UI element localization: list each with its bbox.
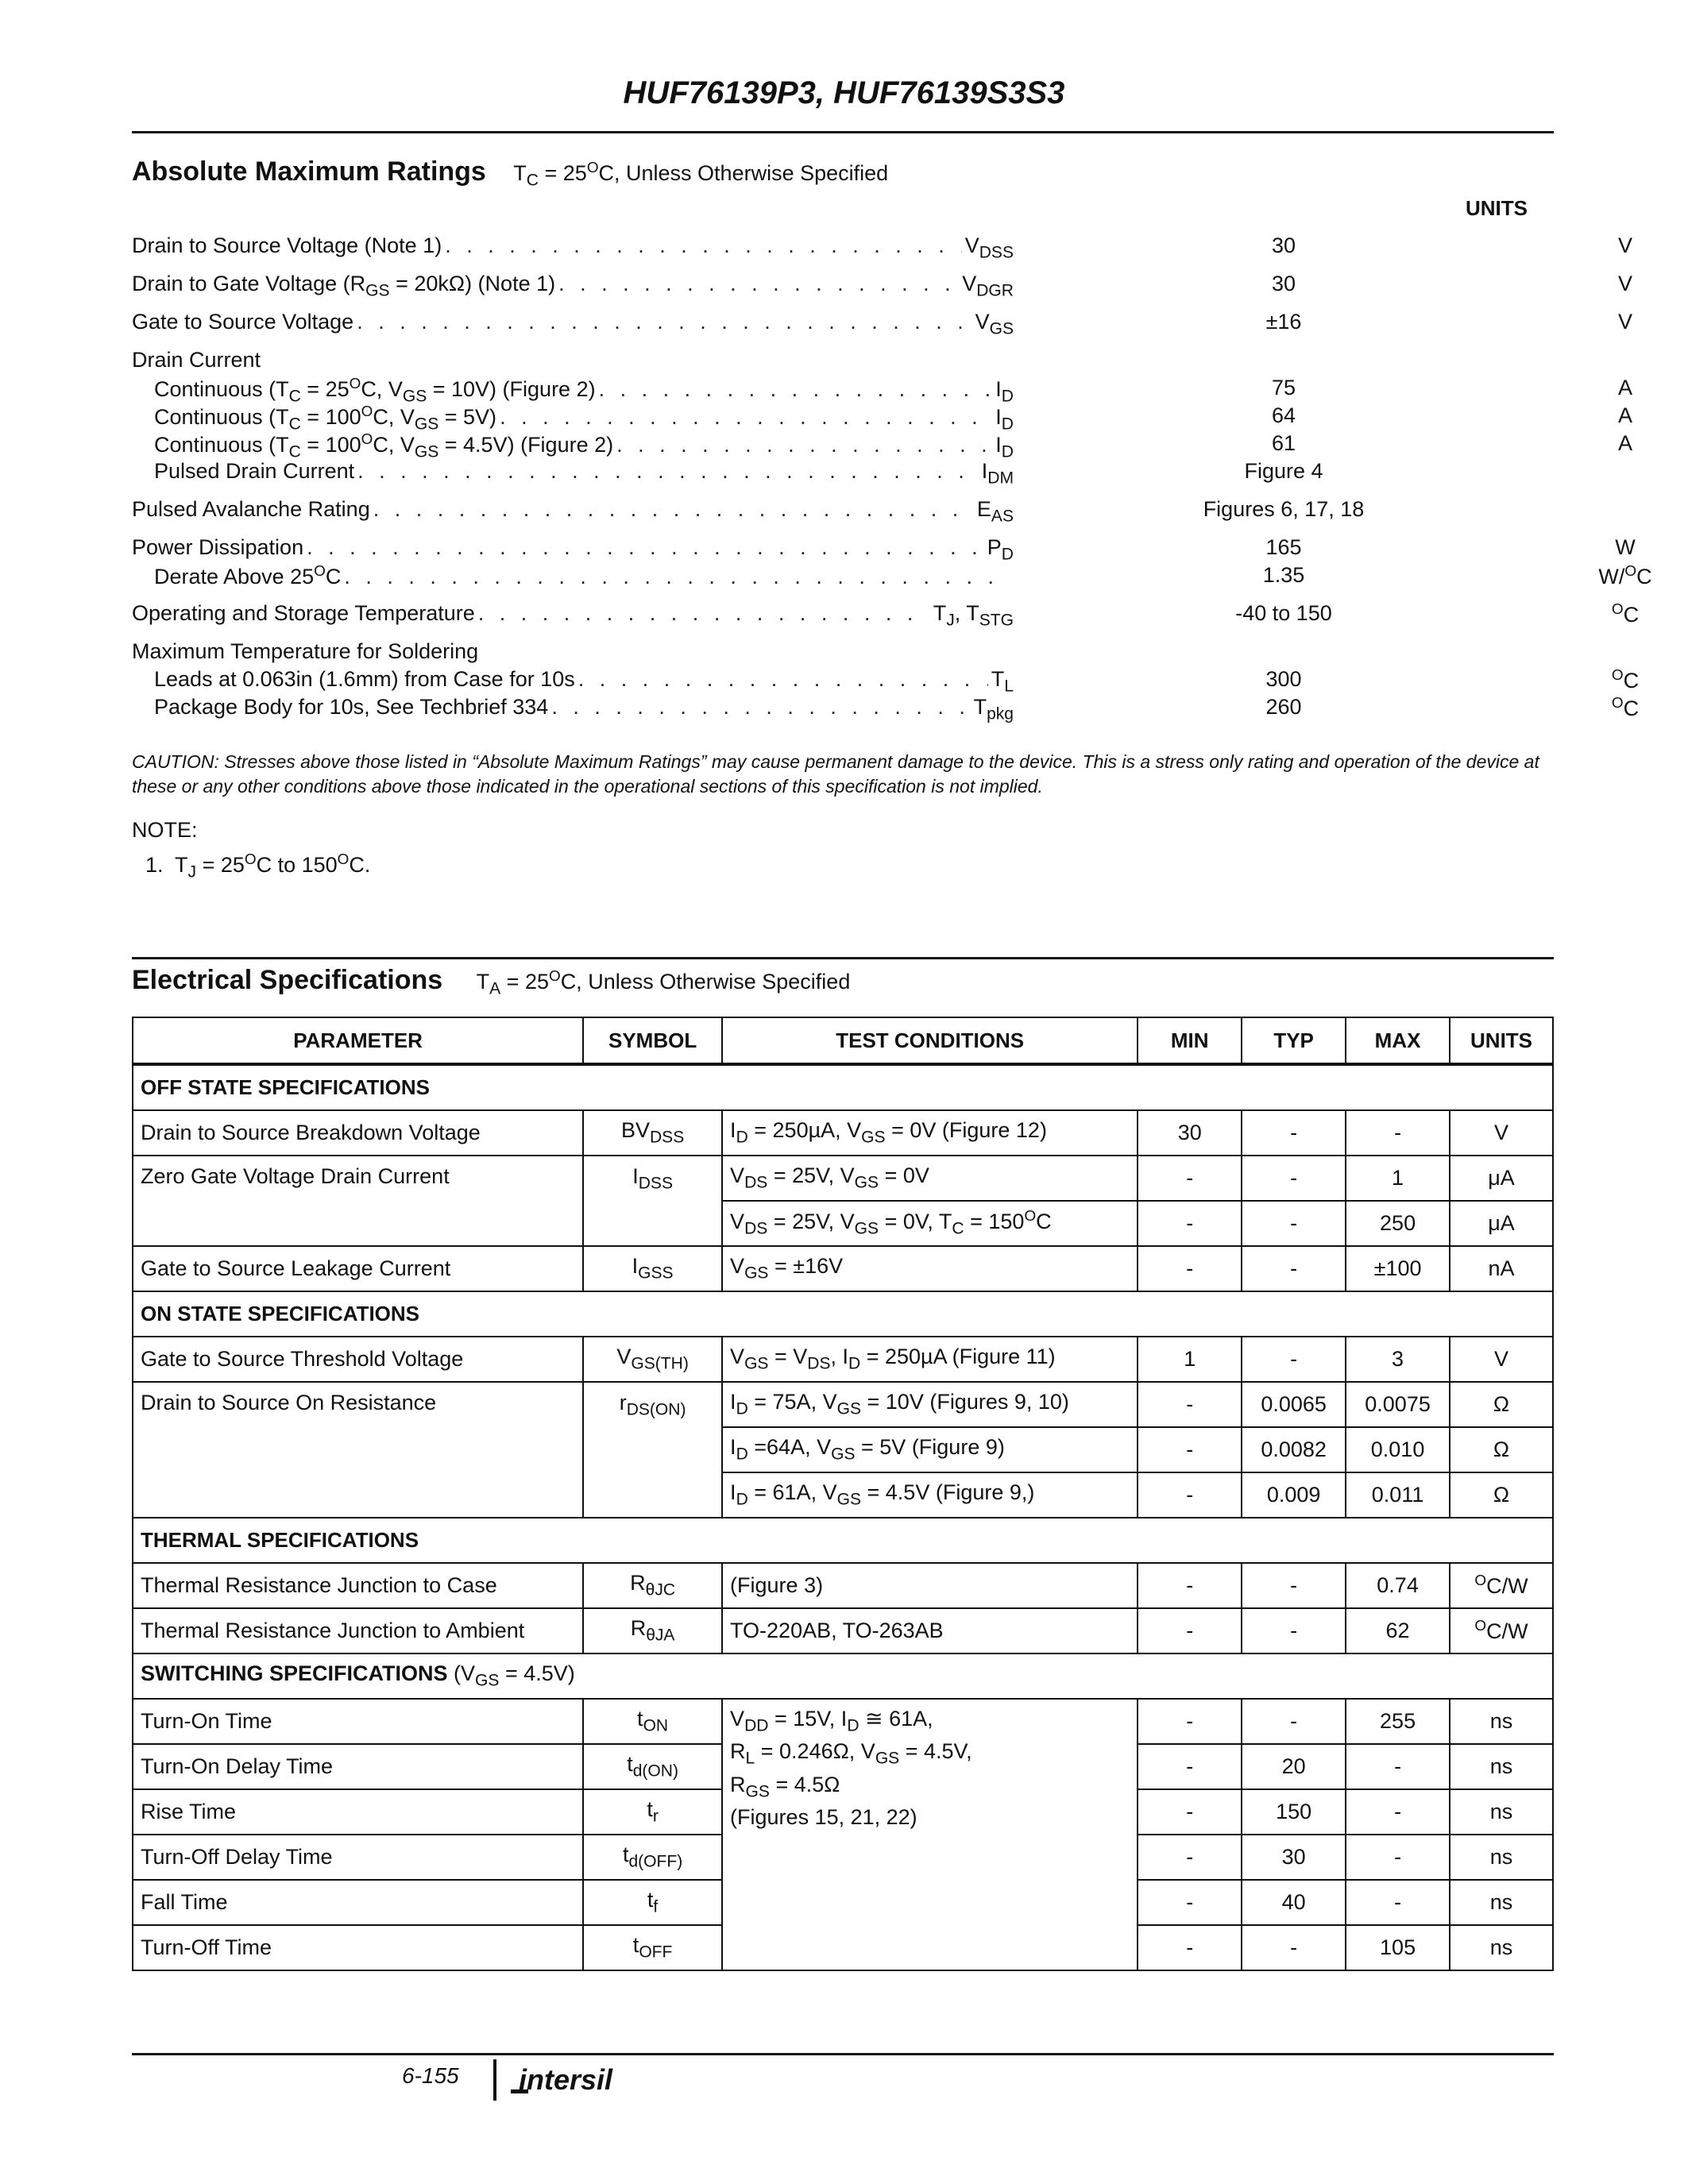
unit-cell: ns xyxy=(1450,1744,1553,1789)
table-row xyxy=(133,1563,1553,1608)
document-header-title: HUF76139P3, HUF76139S3S3 xyxy=(623,75,1065,110)
amr-unit: A xyxy=(1617,431,1632,455)
param-cell: Drain to Source On Resistance xyxy=(133,1382,583,1518)
intersil-logo xyxy=(511,2063,654,2107)
typ-cell: - xyxy=(1242,1246,1346,1291)
typ-cell: - xyxy=(1242,1563,1346,1608)
amr-row xyxy=(132,497,1554,529)
max-cell: 255 xyxy=(1346,1699,1450,1744)
intersil-logo-icon xyxy=(511,2063,654,2103)
leader-dots xyxy=(357,310,971,334)
amr-row xyxy=(132,310,1632,341)
unit-cell: Ω xyxy=(1450,1472,1553,1518)
param-cell: Turn-Off Time xyxy=(133,1925,583,1970)
amr-unit: W/$^O$C xyxy=(1598,563,1652,588)
amr-symbol: $I_D$ xyxy=(995,377,1014,406)
footer-rule xyxy=(132,2053,1554,2055)
unit-cell: nA xyxy=(1450,1246,1553,1291)
min-cell: - xyxy=(1138,1472,1242,1518)
amr-value: 30 xyxy=(1271,272,1296,295)
amr-row xyxy=(132,601,1640,633)
amr-unit: W xyxy=(1615,535,1636,559)
caution-text: CAUTION: Stresses above those listed in “Absolute Maximum Ratings” may cause permanent damage to the device. This is a stress only rating and operation of the device at these or any other conditions above those indicated in the operational sections of this specification is not implied. xyxy=(132,751,1539,797)
param-cell: Zero Gate Voltage Drain Current xyxy=(133,1156,583,1246)
min-cell: - xyxy=(1138,1699,1242,1744)
min-cell: - xyxy=(1138,1744,1242,1789)
table-header-row xyxy=(133,1017,1553,1064)
min-cell: - xyxy=(1138,1246,1242,1291)
col-header-symbol: SYMBOL xyxy=(583,1017,722,1064)
min-cell: - xyxy=(1138,1608,1242,1653)
header-rule xyxy=(132,131,1554,133)
amr-row xyxy=(132,667,1640,699)
col-header-typ: TYP xyxy=(1242,1017,1346,1064)
min-cell: 1 xyxy=(1138,1337,1242,1382)
min-cell: - xyxy=(1138,1201,1242,1246)
typ-cell: 20 xyxy=(1242,1744,1346,1789)
min-cell: - xyxy=(1138,1789,1242,1835)
leader-dots xyxy=(616,433,992,457)
unit-cell: μA xyxy=(1450,1201,1553,1246)
amr-symbol: $V_{GS}$ xyxy=(975,310,1014,338)
symbol-cell: $t_{d(ON)}$ xyxy=(583,1744,722,1789)
es-condition: $T_A = 25^OC$, Unless Otherwise Specified xyxy=(476,968,851,998)
amr-row xyxy=(132,431,1632,463)
col-header-min: MIN xyxy=(1138,1017,1242,1064)
condition-cell: $I_D = 75A$, $V_{GS} = 10V$ (Figures 9, 10) xyxy=(722,1382,1138,1427)
param-cell: Turn-Off Delay Time xyxy=(133,1835,583,1880)
section-row xyxy=(133,1518,1553,1563)
leader-dots xyxy=(445,233,961,258)
symbol-cell: $t_f$ xyxy=(583,1880,722,1925)
condition-cell: TO-220AB, TO-263AB xyxy=(722,1608,1138,1653)
amr-value: ±16 xyxy=(1265,310,1302,334)
footer-divider xyxy=(493,2059,496,2101)
amr-heading xyxy=(132,156,888,190)
amr-unit: $^O$C xyxy=(1611,695,1640,720)
max-cell: ±100 xyxy=(1346,1246,1450,1291)
min-cell: - xyxy=(1138,1835,1242,1880)
amr-value: -40 to 150 xyxy=(1235,601,1332,625)
amr-symbol: $T_{pkg}$ xyxy=(973,695,1014,723)
amr-value: 75 xyxy=(1271,376,1296,399)
section-switching-title: SWITCHING SPECIFICATIONS xyxy=(141,1661,448,1686)
param-cell: Drain to Source Breakdown Voltage xyxy=(133,1110,583,1156)
symbol-cell: $R_{\theta JA}$ xyxy=(583,1608,722,1653)
amr-row xyxy=(132,563,1652,595)
typ-cell: 30 xyxy=(1242,1835,1346,1880)
section-row xyxy=(133,1064,1553,1110)
leader-dots xyxy=(500,405,992,430)
symbol-cell: $t_{ON}$ xyxy=(583,1699,722,1744)
switching-condition-line: $R_L = 0.246\Omega$, $V_{GS} = 4.5V$, xyxy=(730,1739,972,1768)
max-cell: 3 xyxy=(1346,1337,1450,1382)
param-cell: Rise Time xyxy=(133,1789,583,1835)
max-cell: 62 xyxy=(1346,1608,1450,1653)
section-row xyxy=(133,1653,1553,1699)
unit-cell: Ω xyxy=(1450,1427,1553,1472)
param-cell: Gate to Source Leakage Current xyxy=(133,1246,583,1291)
es-heading xyxy=(132,965,850,998)
section-thermal: THERMAL SPECIFICATIONS xyxy=(133,1518,1553,1563)
table-row xyxy=(133,1246,1553,1291)
leader-dots xyxy=(307,535,984,560)
amr-value: 61 xyxy=(1271,431,1296,455)
amr-label: Drain Current xyxy=(132,348,261,372)
typ-cell: - xyxy=(1242,1110,1346,1156)
section-switching-condition: $(V_{GS} = 4.5V)$ xyxy=(454,1661,575,1690)
electrical-specs-table xyxy=(132,1017,1554,1971)
amr-unit: $^O$C xyxy=(1611,667,1640,693)
amr-value: 64 xyxy=(1271,403,1296,427)
amr-symbol: $P_D$ xyxy=(987,535,1014,564)
col-header-test-conditions: TEST CONDITIONS xyxy=(722,1017,1138,1064)
amr-symbol: $V_{DGR}$ xyxy=(962,272,1014,300)
typ-cell: - xyxy=(1242,1925,1346,1970)
leader-dots xyxy=(357,459,979,484)
table-row xyxy=(133,1608,1553,1653)
max-cell: 105 xyxy=(1346,1925,1450,1970)
amr-row xyxy=(132,459,1554,491)
amr-title: Absolute Maximum Ratings xyxy=(132,156,486,187)
amr-value: 165 xyxy=(1265,535,1302,559)
amr-label: Continuous ($T_C = 100^OC$, $V_{GS} = 5V$) xyxy=(154,403,497,434)
amr-label: Maximum Temperature for Soldering xyxy=(132,639,479,663)
max-cell: 0.011 xyxy=(1346,1472,1450,1518)
param-cell: Thermal Resistance Junction to Ambient xyxy=(133,1608,583,1653)
amr-unit: V xyxy=(1617,310,1632,334)
unit-cell: ns xyxy=(1450,1880,1553,1925)
amr-row xyxy=(132,272,1632,303)
amr-label: Gate to Source Voltage xyxy=(132,310,354,334)
table-row xyxy=(133,1110,1553,1156)
amr-row xyxy=(132,695,1640,727)
leader-dots xyxy=(373,497,974,522)
col-header-max: MAX xyxy=(1346,1017,1450,1064)
amr-symbol: $I_D$ xyxy=(995,433,1014,461)
amr-symbol: $T_L$ xyxy=(991,667,1014,696)
typ-cell: - xyxy=(1242,1608,1346,1653)
amr-condition: $T_C = 25^OC$, Unless Otherwise Specified xyxy=(513,160,889,190)
amr-symbol: $E_{AS}$ xyxy=(976,497,1014,526)
note-1: 1. $T_J = 25^OC$ to $150^OC$. xyxy=(145,851,371,882)
leader-dots xyxy=(551,695,970,720)
unit-cell: $^O$C/W xyxy=(1450,1563,1553,1608)
leader-dots xyxy=(599,377,993,402)
switching-condition-line: $R_{GS} = 4.5\Omega$ xyxy=(730,1772,840,1801)
amr-symbol: $T_J$, $T_{STG}$ xyxy=(933,601,1014,630)
symbol-cell: $r_{DS(ON)}$ xyxy=(583,1382,722,1518)
condition-cell: $I_D =64A$, $V_{GS} = 5V$ (Figure 9) xyxy=(722,1427,1138,1472)
typ-cell: 150 xyxy=(1242,1789,1346,1835)
amr-label: Drain to Source Voltage (Note 1) xyxy=(132,233,442,257)
max-cell: 0.010 xyxy=(1346,1427,1450,1472)
amr-value: 260 xyxy=(1265,695,1302,719)
amr-group-label xyxy=(132,639,1554,671)
amr-row xyxy=(132,233,1632,265)
leader-dots xyxy=(558,272,959,296)
amr-label: Pulsed Drain Current xyxy=(154,459,355,483)
min-cell: - xyxy=(1138,1382,1242,1427)
amr-label: Pulsed Avalanche Rating xyxy=(132,497,370,521)
typ-cell: 40 xyxy=(1242,1880,1346,1925)
condition-cell: $V_{DS} = 25V$, $V_{GS} = 0V$ xyxy=(722,1156,1138,1201)
table-row xyxy=(133,1156,1553,1201)
symbol-cell: $BV_{DSS}$ xyxy=(583,1110,722,1156)
min-cell: - xyxy=(1138,1925,1242,1970)
amr-value: 300 xyxy=(1265,667,1302,691)
typ-cell: 0.009 xyxy=(1242,1472,1346,1518)
symbol-cell: $V_{GS(TH)}$ xyxy=(583,1337,722,1382)
min-cell: - xyxy=(1138,1156,1242,1201)
condition-cell: (Figure 3) xyxy=(722,1563,1138,1608)
amr-value: 30 xyxy=(1271,233,1296,257)
typ-cell: 0.0082 xyxy=(1242,1427,1346,1472)
condition-cell: $V_{GS} = V_{DS}$, $I_D = 250\mu A$ (Figure 11) xyxy=(722,1337,1138,1382)
table-row xyxy=(133,1337,1553,1382)
max-cell: - xyxy=(1346,1789,1450,1835)
amr-unit: V xyxy=(1617,272,1632,295)
amr-unit: A xyxy=(1617,376,1632,399)
amr-label: Continuous ($T_C = 100^OC$, $V_{GS} = 4.5V$) (Figure 2) xyxy=(154,431,614,461)
amr-label: Continuous ($T_C = 25^OC$, $V_{GS} = 10V$) (Figure 2) xyxy=(154,376,596,406)
min-cell: 30 xyxy=(1138,1110,1242,1156)
unit-cell: ns xyxy=(1450,1925,1553,1970)
table-row xyxy=(133,1699,1553,1744)
amr-row xyxy=(132,535,1636,567)
max-cell: - xyxy=(1346,1835,1450,1880)
switching-condition-line: $V_{DD} = 15V$, $I_D$ ≅ 61A, xyxy=(730,1707,933,1735)
unit-cell: ns xyxy=(1450,1789,1553,1835)
typ-cell: - xyxy=(1242,1156,1346,1201)
amr-label: Derate Above $25^OC$ xyxy=(154,563,342,588)
table-row xyxy=(133,1382,1553,1427)
amr-group-label xyxy=(132,348,1554,380)
symbol-cell: $t_{OFF}$ xyxy=(583,1925,722,1970)
typ-cell: - xyxy=(1242,1699,1346,1744)
section-on-state: ON STATE SPECIFICATIONS xyxy=(133,1291,1553,1337)
typ-cell: - xyxy=(1242,1337,1346,1382)
amr-label: Operating and Storage Temperature xyxy=(132,601,475,625)
param-cell: Thermal Resistance Junction to Case xyxy=(133,1563,583,1608)
amr-unit: V xyxy=(1617,233,1632,257)
symbol-cell: $I_{DSS}$ xyxy=(583,1156,722,1246)
amr-unit: A xyxy=(1617,403,1632,427)
switching-conditions-cell xyxy=(722,1699,1138,1970)
leader-dots xyxy=(578,667,988,692)
leader-dots xyxy=(478,601,930,626)
max-cell: - xyxy=(1346,1880,1450,1925)
typ-cell: 0.0065 xyxy=(1242,1382,1346,1427)
symbol-cell: $R_{\theta JC}$ xyxy=(583,1563,722,1608)
condition-cell: $V_{GS} = \pm 16V$ xyxy=(722,1246,1138,1291)
max-cell: 0.74 xyxy=(1346,1563,1450,1608)
symbol-cell: $t_{d(OFF)}$ xyxy=(583,1835,722,1880)
amr-value: 1.35 xyxy=(1262,563,1305,587)
param-cell: Fall Time xyxy=(133,1880,583,1925)
col-header-parameter: PARAMETER xyxy=(133,1017,583,1064)
param-cell: Turn-On Time xyxy=(133,1699,583,1744)
logo-wordmark: intersil xyxy=(519,2063,613,2096)
max-cell: 1 xyxy=(1346,1156,1450,1201)
max-cell: 0.0075 xyxy=(1346,1382,1450,1427)
amr-label: Leads at 0.063in (1.6mm) from Case for 10s xyxy=(154,667,575,691)
min-cell: - xyxy=(1138,1427,1242,1472)
section-off-state: OFF STATE SPECIFICATIONS xyxy=(133,1064,1553,1110)
typ-cell: - xyxy=(1242,1201,1346,1246)
symbol-cell: $t_r$ xyxy=(583,1789,722,1835)
condition-cell: $I_D = 250\mu A$, $V_{GS} = 0V$ (Figure 12) xyxy=(722,1110,1138,1156)
unit-cell: ns xyxy=(1450,1699,1553,1744)
switching-condition-line: (Figures 15, 21, 22) xyxy=(730,1805,917,1830)
col-header-units: UNITS xyxy=(1450,1017,1553,1064)
min-cell: - xyxy=(1138,1880,1242,1925)
es-rule xyxy=(132,957,1554,959)
section-switching xyxy=(133,1653,1553,1699)
unit-cell: $^O$C/W xyxy=(1450,1608,1553,1653)
amr-unit: $^O$C xyxy=(1611,601,1640,627)
symbol-cell: $I_{GSS}$ xyxy=(583,1246,722,1291)
unit-cell: μA xyxy=(1450,1156,1553,1201)
page-number: 6-155 xyxy=(402,2063,459,2088)
amr-label: Package Body for 10s, See Techbrief 334 xyxy=(154,695,549,719)
condition-cell: $V_{DS} = 25V$, $V_{GS} = 0V$, $T_C = 150^OC$ xyxy=(722,1201,1138,1246)
amr-label: Drain to Gate Voltage $(R_{GS} = 20k\Omega)$ (Note 1) xyxy=(132,272,556,300)
param-cell: Turn-On Delay Time xyxy=(133,1744,583,1789)
max-cell: 250 xyxy=(1346,1201,1450,1246)
min-cell: - xyxy=(1138,1563,1242,1608)
amr-units-header: UNITS xyxy=(1466,196,1528,220)
max-cell: - xyxy=(1346,1110,1450,1156)
unit-cell: ns xyxy=(1450,1835,1553,1880)
amr-value: Figures 6, 17, 18 xyxy=(1203,497,1365,521)
amr-symbol: $I_{DM}$ xyxy=(981,459,1014,488)
amr-value: Figure 4 xyxy=(1244,459,1323,483)
condition-cell: $I_D = 61A$, $V_{GS} = 4.5V$ (Figure 9,) xyxy=(722,1472,1138,1518)
amr-symbol: $V_{DSS}$ xyxy=(964,233,1014,262)
section-row xyxy=(133,1291,1553,1337)
unit-cell: V xyxy=(1450,1110,1553,1156)
amr-row xyxy=(132,376,1632,407)
amr-label: Power Dissipation xyxy=(132,535,304,559)
amr-symbol: $I_D$ xyxy=(995,405,1014,434)
note-title: NOTE: xyxy=(132,818,198,842)
es-title: Electrical Specifications xyxy=(132,965,443,995)
param-cell: Gate to Source Threshold Voltage xyxy=(133,1337,583,1382)
unit-cell: V xyxy=(1450,1337,1553,1382)
unit-cell: Ω xyxy=(1450,1382,1553,1427)
max-cell: - xyxy=(1346,1744,1450,1789)
leader-dots xyxy=(344,565,1002,589)
amr-row xyxy=(132,403,1632,435)
